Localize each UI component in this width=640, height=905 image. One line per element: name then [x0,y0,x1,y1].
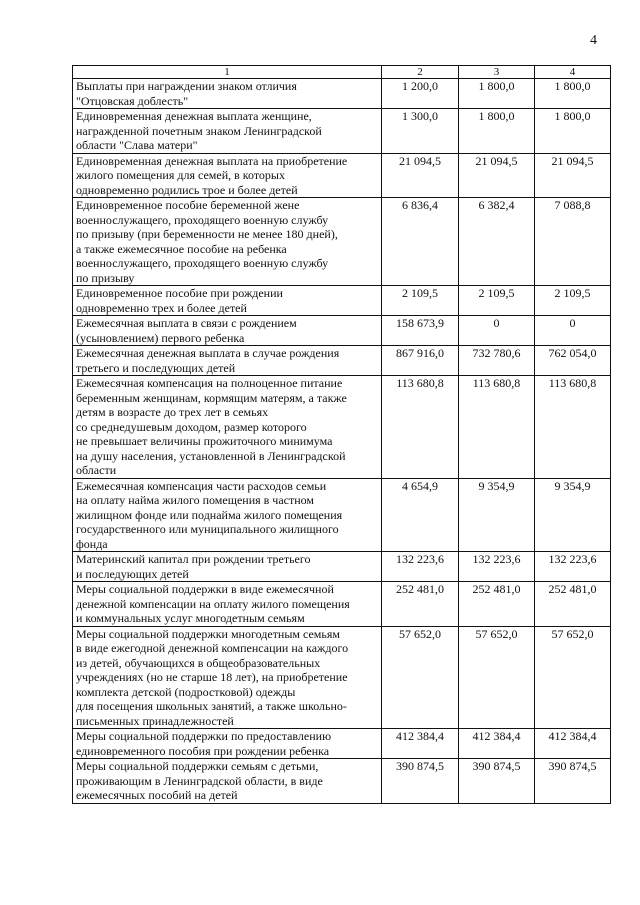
row-name-cell: Ежемесячная выплата в связи с рождением (усыновлением) первого ребенка [73,316,382,346]
row-value-col-3: 57 652,0 [459,626,535,729]
row-value-col-4: 390 874,5 [535,759,611,804]
row-value-col-3: 21 094,5 [459,153,535,198]
row-name-cell: Меры социальной поддержки по предоставлению единовременного пособия при рождении ребенка [73,729,382,759]
row-value-col-2: 1 300,0 [382,109,459,154]
table-row [73,79,611,109]
row-value-col-4: 1 800,0 [535,79,611,109]
table-row [73,478,611,552]
row-value-col-2: 390 874,5 [382,759,459,804]
table-row [73,286,611,316]
row-value-col-4: 132 223,6 [535,552,611,582]
row-value-col-2: 158 673,9 [382,316,459,346]
row-value-col-4: 57 652,0 [535,626,611,729]
row-value-col-3: 0 [459,316,535,346]
table-row [73,346,611,376]
header-col-4: 4 [535,66,611,79]
header-col-2: 2 [382,66,459,79]
table-row [73,198,611,286]
page-number: 4 [590,33,597,48]
row-value-col-2: 113 680,8 [382,376,459,479]
row-value-col-4: 2 109,5 [535,286,611,316]
row-name-cell: Материнский капитал при рождении третьего и последующих детей [73,552,382,582]
row-value-col-4: 762 054,0 [535,346,611,376]
table-row [73,582,611,627]
row-name-cell: Единовременное пособие при рождении одновременно трех и более детей [73,286,382,316]
row-name-cell: Единовременная денежная выплата на приобретение жилого помещения для семей, в которых одновременно родились трое и более детей [73,153,382,198]
row-value-col-2: 412 384,4 [382,729,459,759]
table-row [73,759,611,804]
row-name-cell: Ежемесячная компенсация части расходов семьи на оплату найма жилого помещения в частном жилищном фонде или поднайма жилого помещения государственного или муниципального жилищного фонда [73,478,382,552]
row-value-col-3: 252 481,0 [459,582,535,627]
row-value-col-4: 113 680,8 [535,376,611,479]
row-value-col-2: 252 481,0 [382,582,459,627]
row-name-cell: Меры социальной поддержки в виде ежемесячной денежной компенсации на оплату жилого помещения и коммунальных услуг многодетным семьям [73,582,382,627]
row-value-col-3: 1 800,0 [459,79,535,109]
row-name-cell: Меры социальной поддержки семьям с детьми, проживающим в Ленинградской области, в виде ежемесячных пособий на детей [73,759,382,804]
table-row [73,626,611,729]
table-row [73,316,611,346]
row-value-col-3: 412 384,4 [459,729,535,759]
header-col-3: 3 [459,66,535,79]
budget-table [72,65,611,804]
row-value-col-4: 252 481,0 [535,582,611,627]
table-row [73,153,611,198]
row-value-col-2: 57 652,0 [382,626,459,729]
row-value-col-3: 732 780,6 [459,346,535,376]
table-row [73,109,611,154]
table-row [73,729,611,759]
row-value-col-3: 113 680,8 [459,376,535,479]
row-value-col-2: 4 654,9 [382,478,459,552]
row-value-col-4: 0 [535,316,611,346]
header-col-1: 1 [73,66,382,79]
row-value-col-4: 7 088,8 [535,198,611,286]
row-value-col-2: 1 200,0 [382,79,459,109]
row-value-col-4: 21 094,5 [535,153,611,198]
row-value-col-4: 1 800,0 [535,109,611,154]
row-value-col-2: 132 223,6 [382,552,459,582]
table-row [73,376,611,479]
row-value-col-3: 9 354,9 [459,478,535,552]
row-name-cell: Выплаты при награждении знаком отличия "Отцовская доблесть" [73,79,382,109]
row-value-col-2: 21 094,5 [382,153,459,198]
table-header-row [73,66,611,79]
row-name-cell: Единовременная денежная выплата женщине, награжденной почетным знаком Ленинградской области "Слава матери" [73,109,382,154]
row-value-col-4: 9 354,9 [535,478,611,552]
row-name-cell: Единовременное пособие беременной жене военнослужащего, проходящего военную службу по призыву (при беременности не менее 180 дней), а также ежемесячное пособие на ребенка военнослужащего, проходящего военную службу по призыву [73,198,382,286]
row-value-col-2: 2 109,5 [382,286,459,316]
row-value-col-3: 390 874,5 [459,759,535,804]
row-value-col-3: 132 223,6 [459,552,535,582]
row-value-col-3: 1 800,0 [459,109,535,154]
row-value-col-2: 867 916,0 [382,346,459,376]
row-value-col-3: 2 109,5 [459,286,535,316]
row-value-col-4: 412 384,4 [535,729,611,759]
table-row [73,552,611,582]
row-name-cell: Ежемесячная денежная выплата в случае рождения третьего и последующих детей [73,346,382,376]
row-name-cell: Меры социальной поддержки многодетным семьям в виде ежегодной денежной компенсации на каждого из детей, обучающихся в общеобразовательных учреждениях (но не старше 18 лет), на приобретение комплекта детской (подростковой) одежды для посещения школьных занятий, а также школьно- письменных принадлежностей [73,626,382,729]
row-value-col-3: 6 382,4 [459,198,535,286]
row-value-col-2: 6 836,4 [382,198,459,286]
row-name-cell: Ежемесячная компенсация на полноценное питание беременным женщинам, кормящим матерям, а также детям в возрасте до трех лет в семьях со среднедушевым доходом, размер которого не превышает величины прожиточного минимума на душу населения, установленной в Ленинградской области [73,376,382,479]
